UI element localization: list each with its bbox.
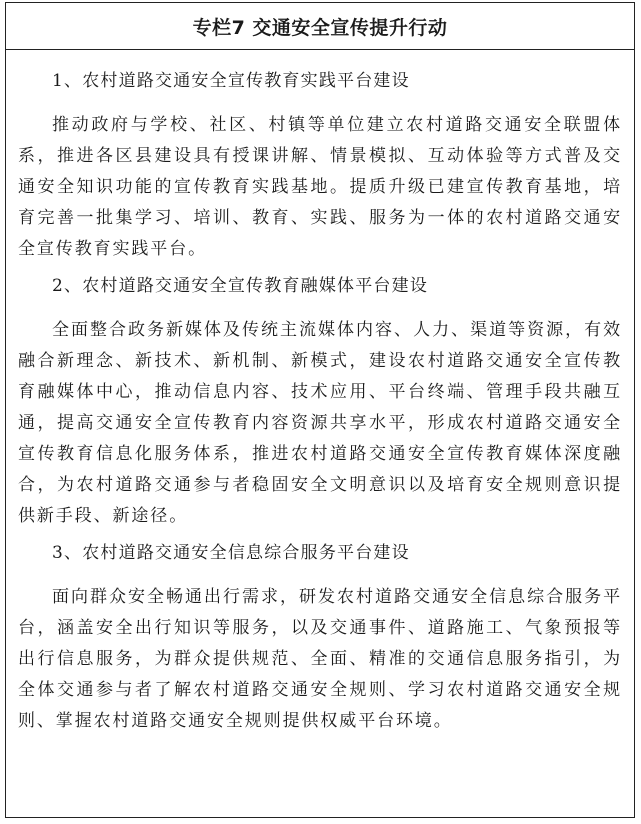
box-title: 专栏7 交通安全宣传提升行动 — [6, 3, 634, 50]
section-2-heading: 2、农村道路交通安全宣传教育融媒体平台建设 — [52, 276, 429, 296]
section-3-body: 面向群众安全畅通出行需求，研发农村道路交通安全信息综合服务平台，涵盖安全出行知识等服务，以及交通事件、道路施工、气象预报等出行信息服务，为群众提供规范、全面、精准的交通信息服务指引，为全体交通参与者了解农村道路交通安全规则、学习农村道路交通安全规则、掌握农村道路交通安全规则提供权威平台环境。 — [18, 587, 622, 731]
section-1-body: 推动政府与学校、社区、村镇等单位建立农村道路交通安全联盟体系，推进各区县建设具有授课讲解、情景模拟、互动体验等方式普及交通安全知识功能的宣传教育实践基地。提质升级已建宣传教育基地，培育完善一批集学习、培训、教育、实践、服务为一体的农村道路交通安全宣传教育实践平台。 — [18, 115, 622, 259]
box-content — [6, 50, 634, 737]
column-box — [5, 2, 635, 818]
section-1-heading: 1、农村道路交通安全宣传教育实践平台建设 — [52, 71, 410, 91]
section-2-body: 全面整合政务新媒体及传统主流媒体内容、人力、渠道等资源，有效融合新理念、新技术、新机制、新模式，建设农村道路交通安全宣传教育融媒体中心，推动信息内容、技术应用、平台终端、管理手段共融互通，提高交通安全宣传教育内容资源共享水平，形成农村道路交通安全宣传教育信息化服务体系，推进农村道路交通安全宣传教育媒体深度融合，为农村道路交通参与者稳固安全文明意识以及培育安全规则意识提供新手段、新途径。 — [18, 320, 622, 526]
section-3-heading: 3、农村道路交通安全信息综合服务平台建设 — [52, 543, 410, 563]
